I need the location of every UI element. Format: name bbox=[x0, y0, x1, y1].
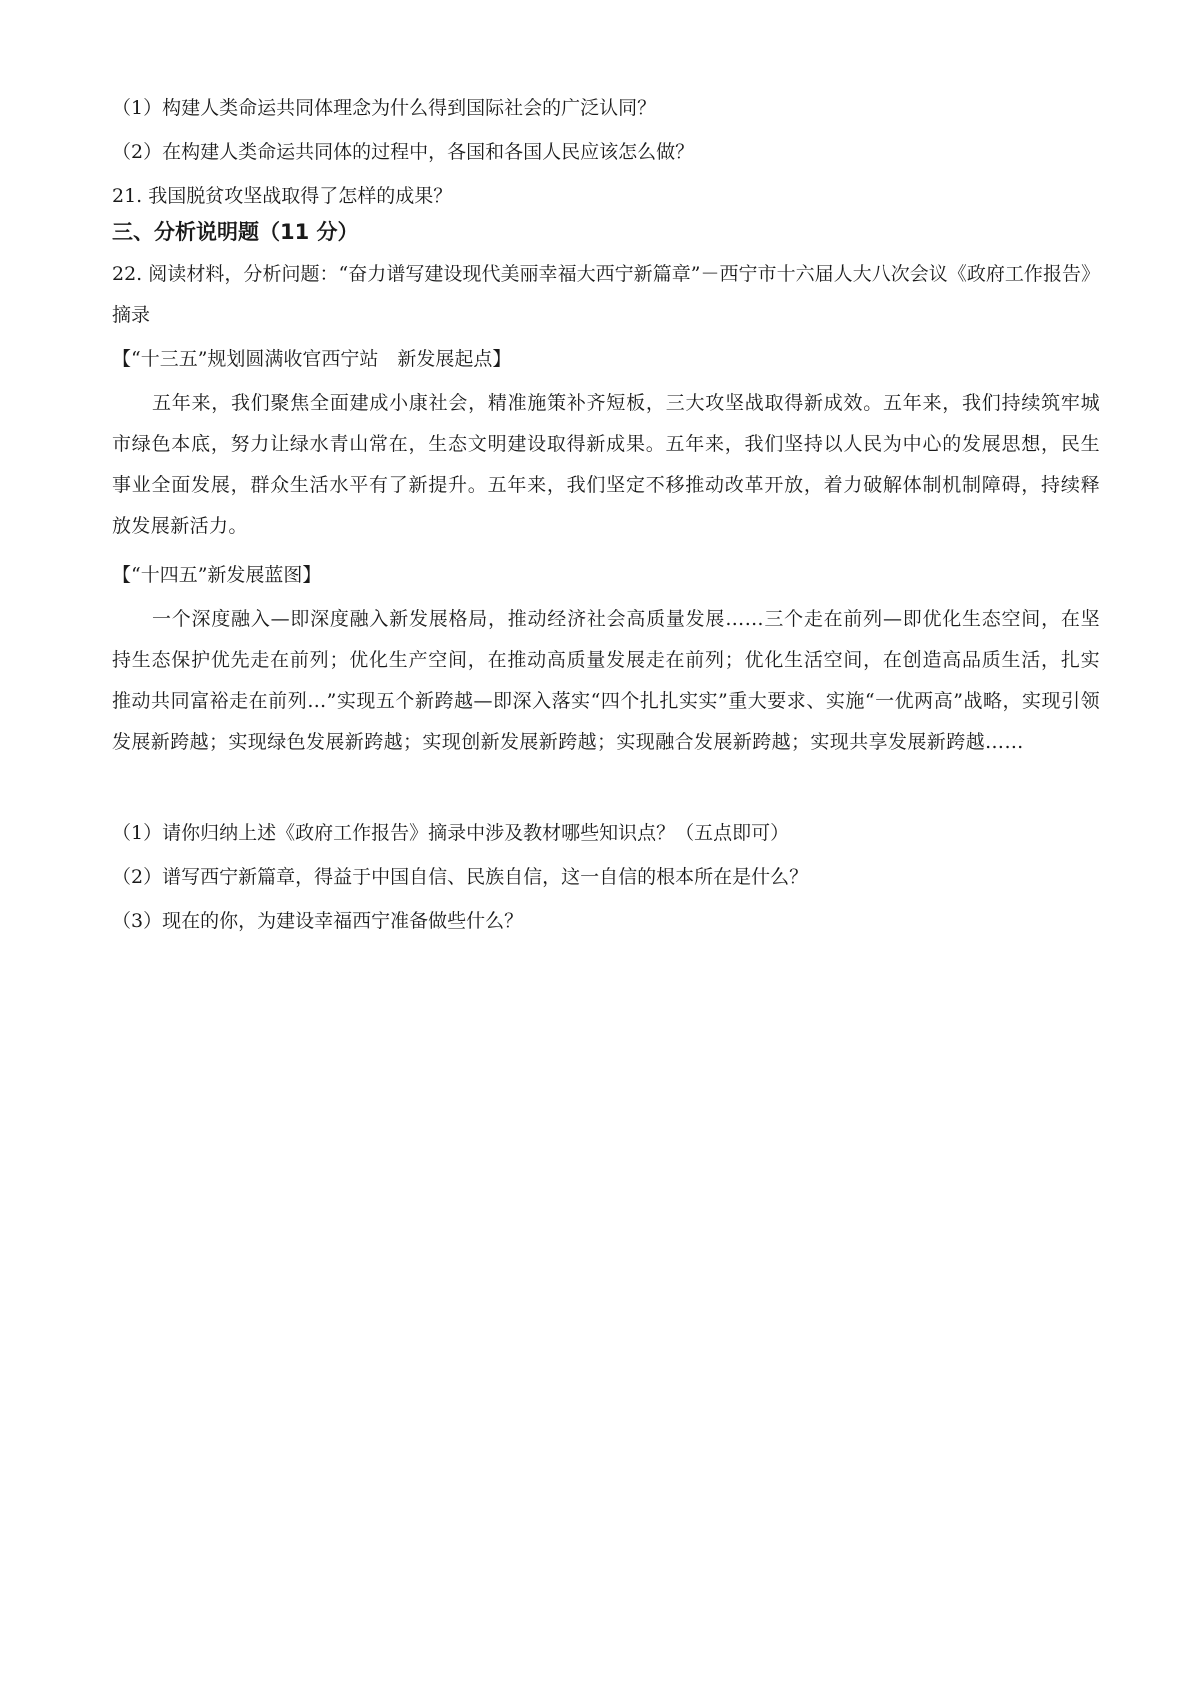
material-2-text: 一个深度融入—即深度融入新发展格局，推动经济社会高质量发展……三个走在前列—即优化生态空间，在坚持生态保护优先走在前列；优化生产空间，在推动高质量发展走在前列；优化生活空间，在创造高品质生活，扎实推动共同富裕走在前列…”实现五个新跨越—即深入落实“四个扎扎实实”重大要求、实施“一优两高”战略，实现引领发展新跨越；实现绿色发展新跨越；实现创新发展新跨越；实现融合发展新跨越；实现共享发展新跨越…… bbox=[112, 608, 1100, 753]
question-20-part-1: （1）构建人类命运共同体理念为什么得到国际社会的广泛认同？ bbox=[112, 97, 657, 119]
question-22-part-2: （2）谱写西宁新篇章，得益于中国自信、民族自信，这一自信的根本所在是什么？ bbox=[112, 866, 809, 888]
material-1-text: 五年来，我们聚焦全面建成小康社会，精准施策补齐短板，三大攻坚战取得新成效。五年来，我们持续筑牢城市绿色本底，努力让绿水青山常在，生态文明建设取得新成果。五年来，我们坚持以人民为中心的发展思想，民生事业全面发展，群众生活水平有了新提升。五年来，我们坚定不移推动改革开放，着力破解体制机制障碍，持续释放发展新活力。 bbox=[112, 392, 1100, 537]
question-22-part-1: （1）请你归纳上述《政府工作报告》摘录中涉及教材哪些知识点？（五点即可） bbox=[112, 822, 790, 844]
question-22-part-3: （3）现在的你，为建设幸福西宁准备做些什么？ bbox=[112, 910, 524, 932]
material-1-title: 【“十三五”规划圆满收官西宁站 新发展起点】 bbox=[112, 348, 512, 370]
material-2-title: 【“十四五”新发展蓝图】 bbox=[112, 564, 322, 586]
question-20-part-2: （2）在构建人类命运共同体的过程中，各国和各国人民应该怎么做？ bbox=[112, 141, 695, 163]
question-22-prompt: 22. 阅读材料，分析问题：“奋力谱写建设现代美丽幸福大西宁新篇章”－西宁市十六届人大八次会议《政府工作报告》摘录 bbox=[112, 263, 1100, 326]
section-3-heading: 三、分析说明题（11 分） bbox=[112, 220, 359, 244]
question-21: 21. 我国脱贫攻坚战取得了怎样的成果？ bbox=[112, 185, 453, 207]
